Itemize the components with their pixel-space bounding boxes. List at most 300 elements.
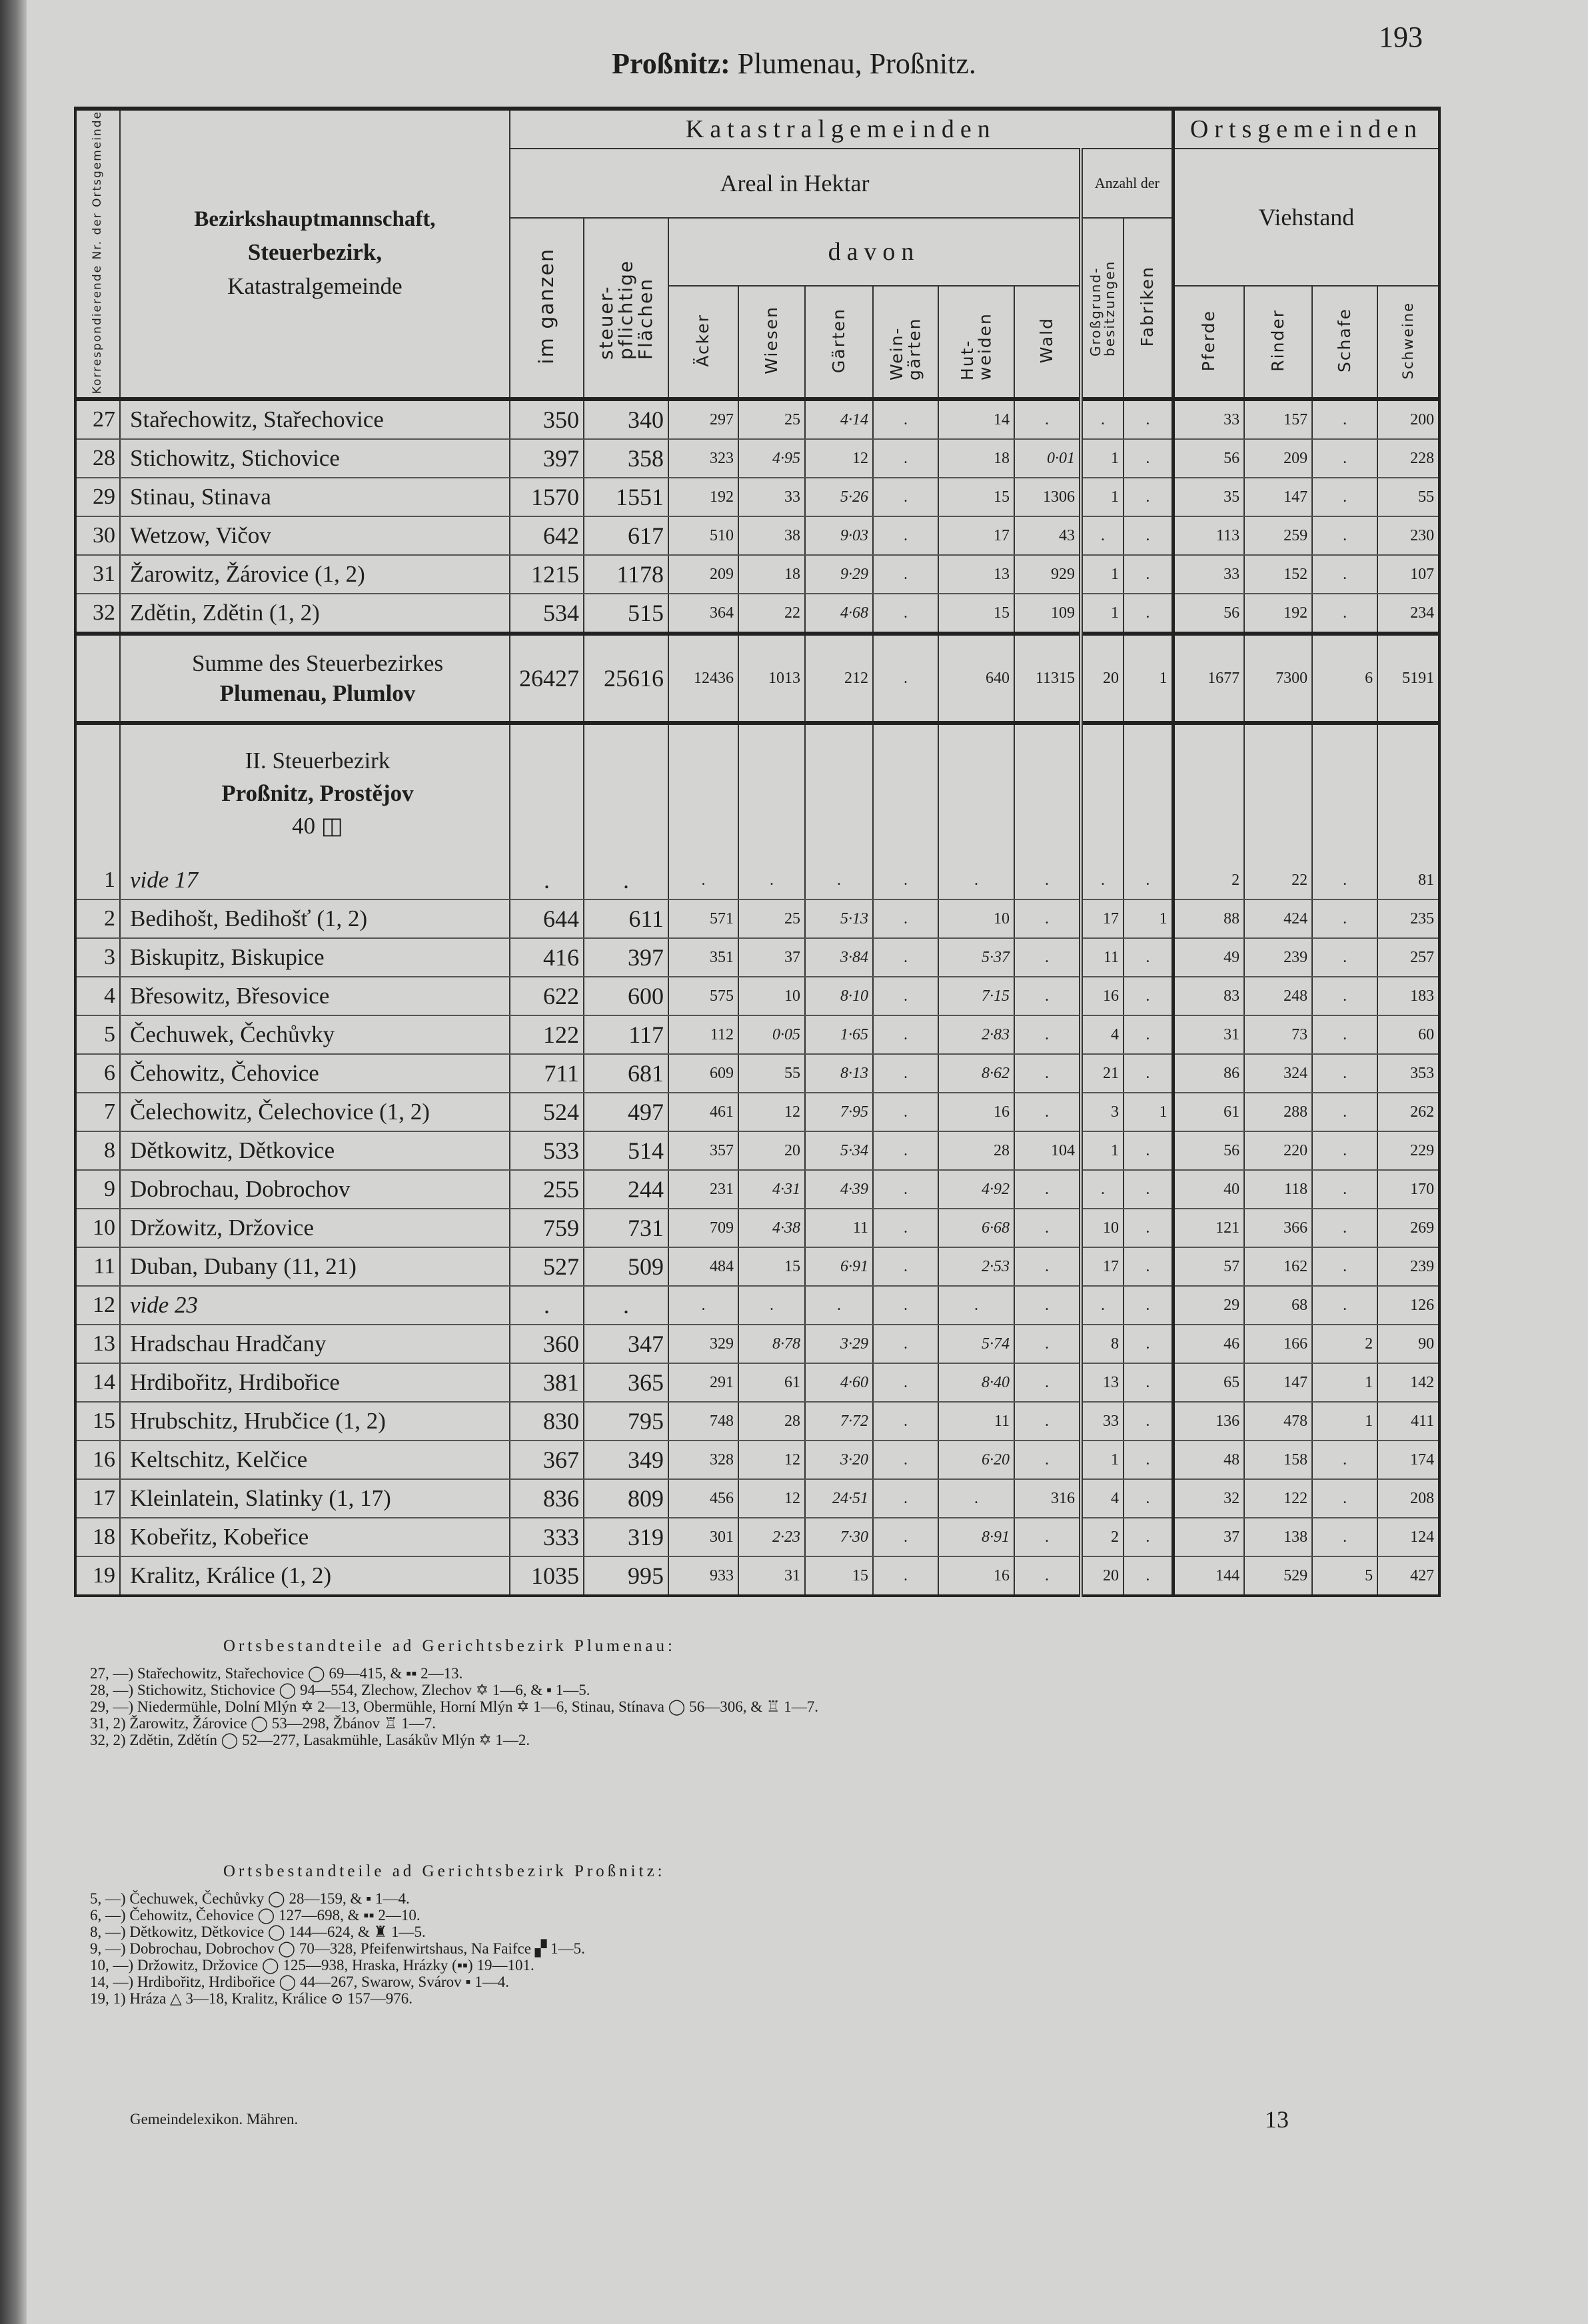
cell-schweine: 262	[1377, 1093, 1439, 1131]
cell-grossgrund: 1	[1081, 439, 1124, 478]
cell-hutweiden: 14	[938, 399, 1014, 439]
cell-im-ganzen: 367	[510, 1441, 584, 1479]
cell-steuerpflichtig: 1178	[584, 555, 668, 594]
cell-wald: 316	[1014, 1479, 1081, 1518]
cell-wiesen: .	[738, 1286, 805, 1325]
cell-garten: 15	[805, 1556, 873, 1596]
section-label-line1: II. Steuerbezirk	[245, 748, 391, 774]
header-garten: Gärten	[805, 286, 873, 399]
cell-wiesen: 10	[738, 977, 805, 1015]
cell-wald: 929	[1014, 555, 1081, 594]
cell-name: vide 17	[120, 862, 510, 899]
cell-im-ganzen: 1570	[510, 478, 584, 516]
cell-acker: 112	[668, 1015, 738, 1054]
cell-nr: 29	[75, 478, 120, 516]
header-viehstand: Viehstand	[1173, 149, 1439, 286]
cell-grossgrund: 8	[1081, 1325, 1124, 1363]
cell-garten: 4·60	[805, 1363, 873, 1402]
cell-grossgrund: 16	[1081, 977, 1124, 1015]
cell-wiesen: 55	[738, 1054, 805, 1093]
header-name-line1: Bezirkshauptmannschaft,	[194, 207, 436, 232]
table-row	[75, 1170, 1439, 1209]
cell-rinder: 162	[1244, 1247, 1312, 1286]
cell-rinder: 220	[1244, 1131, 1312, 1170]
cell-schweine: 228	[1377, 439, 1439, 478]
cell-schafe	[1312, 723, 1377, 862]
cell-wiesen: 31	[738, 1556, 805, 1596]
cell-steuerpflichtig: 397	[584, 938, 668, 977]
cell-grossgrund: 17	[1081, 899, 1124, 938]
note-line: 6, —) Čehowitz, Čehovice ◯ 127—698, & ▪▪ 2—10.	[90, 1907, 420, 1924]
cell-name: Bedihošt, Bedihošť (1, 2)	[120, 899, 510, 938]
header-schweine: Schweine	[1377, 286, 1439, 399]
cell-im-ganzen: 381	[510, 1363, 584, 1402]
header-weingarten: Wein-gärten	[873, 286, 938, 399]
cell-weingarten: .	[873, 399, 938, 439]
cell-garten: 1·65	[805, 1015, 873, 1054]
cell-garten: 8·10	[805, 977, 873, 1015]
cell-im-ganzen: 360	[510, 1325, 584, 1363]
cell-steuerpflichtig: 795	[584, 1402, 668, 1441]
cell-acker: 748	[668, 1402, 738, 1441]
section-label-line2: Proßnitz, Prostějov	[221, 780, 414, 807]
cell-acker: 192	[668, 478, 738, 516]
table-row	[75, 862, 1439, 899]
cell-schweine: 124	[1377, 1518, 1439, 1556]
header-davon: davon	[668, 218, 1081, 286]
note-line: 19, 1) Hráza △ 3—18, Kralitz, Králice ⊙ 157—976.	[90, 1990, 413, 2007]
cell-rinder: 147	[1244, 1363, 1312, 1402]
cell-steuerpflichtig: .	[584, 1286, 668, 1325]
cell-im-ganzen: 416	[510, 938, 584, 977]
cell-schafe: .	[1312, 1286, 1377, 1325]
cell-nr: 15	[75, 1402, 120, 1441]
cell-schafe: .	[1312, 1170, 1377, 1209]
cell-fabriken: 1	[1124, 899, 1173, 938]
cell-nr: 2	[75, 899, 120, 938]
cell-fabriken: 1	[1124, 1093, 1173, 1131]
cell-rinder: 138	[1244, 1518, 1312, 1556]
cell-steuerpflichtig: 995	[584, 1556, 668, 1596]
cell-garten: 8·13	[805, 1054, 873, 1093]
cell-steuerpflichtig: 340	[584, 399, 668, 439]
cell-hutweiden: 8·62	[938, 1054, 1014, 1093]
cell-steuerpflichtig: 319	[584, 1518, 668, 1556]
cell-acker: .	[668, 1286, 738, 1325]
cell-acker: 461	[668, 1093, 738, 1131]
cell-pferde: 32	[1173, 1479, 1244, 1518]
cell-wald: 104	[1014, 1131, 1081, 1170]
section-label-line3: 40 ◫	[292, 813, 343, 840]
cell-hutweiden: 5·37	[938, 938, 1014, 977]
page-edge-shadow	[0, 0, 27, 2324]
cell-garten: 212	[805, 634, 873, 723]
cell-pferde: 56	[1173, 594, 1244, 634]
note-line: 8, —) Dětkowitz, Dětkovice ◯ 144—624, & ♜ 1—5.	[90, 1924, 426, 1940]
cell-nr: 1	[75, 862, 120, 899]
header-name-line3: Katastralgemeinde	[227, 273, 402, 300]
cell-fabriken: .	[1124, 1131, 1173, 1170]
cell-hutweiden: 17	[938, 516, 1014, 555]
statistics-table	[74, 107, 1441, 1597]
cell-im-ganzen: 533	[510, 1131, 584, 1170]
cell-wald: .	[1014, 1054, 1081, 1093]
cell-im-ganzen: .	[510, 862, 584, 899]
notes-prossnitz-heading: Ortsbestandteile ad Gerichtsbezirk Proßnitz:	[223, 1862, 666, 1880]
cell-pferde: 56	[1173, 439, 1244, 478]
cell-weingarten: .	[873, 1325, 938, 1363]
cell-pferde: 46	[1173, 1325, 1244, 1363]
table-row	[75, 1518, 1439, 1556]
cell-wiesen: 61	[738, 1363, 805, 1402]
cell-rinder: 158	[1244, 1441, 1312, 1479]
cell-pferde: 35	[1173, 478, 1244, 516]
cell-wiesen: 25	[738, 399, 805, 439]
cell-steuerpflichtig: 681	[584, 1054, 668, 1093]
cell-wiesen: 1013	[738, 634, 805, 723]
table-body	[75, 399, 1439, 1596]
cell-name: Hradschau Hradčany	[120, 1325, 510, 1363]
note-line: 31, 2) Žarowitz, Žárovice ◯ 53—298, Žbánov ♖ 1—7.	[90, 1715, 436, 1732]
cell-pferde: 37	[1173, 1518, 1244, 1556]
header-im-ganzen: im ganzen	[510, 218, 584, 399]
cell-im-ganzen: 836	[510, 1479, 584, 1518]
cell-rinder: 22	[1244, 862, 1312, 899]
cell-schafe: 1	[1312, 1402, 1377, 1441]
cell-fabriken: .	[1124, 516, 1173, 555]
cell-nr: 7	[75, 1093, 120, 1131]
cell-schafe: .	[1312, 899, 1377, 938]
note-line: 10, —) Držowitz, Držovice ◯ 125—938, Hraska, Hrázky (▪▪) 19—101.	[90, 1957, 534, 1974]
cell-grossgrund: 1	[1081, 1131, 1124, 1170]
cell-fabriken: .	[1124, 938, 1173, 977]
cell-garten: 3·20	[805, 1441, 873, 1479]
cell-im-ganzen: 622	[510, 977, 584, 1015]
cell-schweine: 230	[1377, 516, 1439, 555]
cell-pferde: 33	[1173, 399, 1244, 439]
table-row	[75, 1131, 1439, 1170]
cell-wiesen: 37	[738, 938, 805, 977]
cell-rinder: 152	[1244, 555, 1312, 594]
cell-steuerpflichtig: 1551	[584, 478, 668, 516]
cell-weingarten: .	[873, 1209, 938, 1247]
cell-fabriken: .	[1124, 1209, 1173, 1247]
cell-rinder: 7300	[1244, 634, 1312, 723]
cell-fabriken: .	[1124, 1363, 1173, 1402]
cell-im-ganzen: 255	[510, 1170, 584, 1209]
cell-name: Keltschitz, Kelčice	[120, 1441, 510, 1479]
cell-garten: 4·14	[805, 399, 873, 439]
cell-nr	[75, 723, 120, 862]
cell-grossgrund: 17	[1081, 1247, 1124, 1286]
cell-name: Biskupitz, Biskupice	[120, 938, 510, 977]
cell-schweine	[1377, 723, 1439, 862]
cell-pferde	[1173, 723, 1244, 862]
cell-im-ganzen: 642	[510, 516, 584, 555]
cell-weingarten	[873, 723, 938, 862]
cell-grossgrund: 11	[1081, 938, 1124, 977]
cell-im-ganzen: 759	[510, 1209, 584, 1247]
cell-schafe: 1	[1312, 1363, 1377, 1402]
cell-fabriken: .	[1124, 1247, 1173, 1286]
cell-im-ganzen: 644	[510, 899, 584, 938]
cell-fabriken: .	[1124, 399, 1173, 439]
cell-wiesen: 4·38	[738, 1209, 805, 1247]
cell-garten: 7·95	[805, 1093, 873, 1131]
cell-schweine: 411	[1377, 1402, 1439, 1441]
header-fabriken: Fabriken	[1124, 218, 1173, 399]
cell-hutweiden: 13	[938, 555, 1014, 594]
cell-wald: .	[1014, 1286, 1081, 1325]
cell-rinder: 73	[1244, 1015, 1312, 1054]
cell-acker: 351	[668, 938, 738, 977]
cell-schafe: .	[1312, 439, 1377, 478]
cell-name: Držowitz, Držovice	[120, 1209, 510, 1247]
cell-schweine: 353	[1377, 1054, 1439, 1093]
cell-weingarten: .	[873, 1402, 938, 1441]
cell-nr: 32	[75, 594, 120, 634]
cell-fabriken: .	[1124, 1518, 1173, 1556]
page-number: 193	[1379, 21, 1423, 53]
cell-weingarten: .	[873, 1441, 938, 1479]
cell-wald: .	[1014, 938, 1081, 977]
cell-weingarten: .	[873, 634, 938, 723]
cell-wald: .	[1014, 1209, 1081, 1247]
cell-wiesen: 28	[738, 1402, 805, 1441]
cell-im-ganzen: 1035	[510, 1556, 584, 1596]
cell-pferde: 49	[1173, 938, 1244, 977]
cell-garten: 5·26	[805, 478, 873, 516]
cell-garten: 9·03	[805, 516, 873, 555]
cell-schweine: 126	[1377, 1286, 1439, 1325]
cell-name: Hrubschitz, Hrubčice (1, 2)	[120, 1402, 510, 1441]
cell-garten: 3·84	[805, 938, 873, 977]
cell-pferde: 61	[1173, 1093, 1244, 1131]
sum-row	[75, 634, 1439, 723]
cell-name: Kleinlatein, Slatinky (1, 17)	[120, 1479, 510, 1518]
cell-rinder: 239	[1244, 938, 1312, 977]
cell-name: Zdětin, Zdětin (1, 2)	[120, 594, 510, 634]
cell-steuerpflichtig: 358	[584, 439, 668, 478]
header-anzahl: Anzahl der	[1081, 149, 1173, 218]
cell-hutweiden: 16	[938, 1093, 1014, 1131]
cell-rinder: 529	[1244, 1556, 1312, 1596]
cell-wiesen: 8·78	[738, 1325, 805, 1363]
cell-im-ganzen: 534	[510, 594, 584, 634]
cell-wiesen: 12	[738, 1479, 805, 1518]
cell-pferde: 57	[1173, 1247, 1244, 1286]
cell-acker: .	[668, 862, 738, 899]
header-pferde: Pferde	[1173, 286, 1244, 399]
cell-pferde: 33	[1173, 555, 1244, 594]
cell-wiesen: 2·23	[738, 1518, 805, 1556]
cell-name: Dobrochau, Dobrochov	[120, 1170, 510, 1209]
cell-schweine: 269	[1377, 1209, 1439, 1247]
cell-garten	[805, 723, 873, 862]
header-hutweiden: Hut-weiden	[938, 286, 1014, 399]
sum-label-line1: Summe des Steuerbezirkes	[191, 650, 444, 676]
cell-nr: 10	[75, 1209, 120, 1247]
cell-schafe: .	[1312, 1247, 1377, 1286]
cell-pferde: 144	[1173, 1556, 1244, 1596]
cell-wald	[1014, 723, 1081, 862]
cell-wald: 109	[1014, 594, 1081, 634]
cell-weingarten: .	[873, 594, 938, 634]
cell-name: Žarowitz, Žárovice (1, 2)	[120, 555, 510, 594]
cell-fabriken: .	[1124, 977, 1173, 1015]
cell-schafe: .	[1312, 1054, 1377, 1093]
note-line: 5, —) Čechuwek, Čechůvky ◯ 28—159, & ▪ 1—4.	[90, 1890, 410, 1907]
cell-steuerpflichtig: 515	[584, 594, 668, 634]
cell-steuerpflichtig: 349	[584, 1441, 668, 1479]
cell-grossgrund: 1	[1081, 594, 1124, 634]
cell-weingarten: .	[873, 862, 938, 899]
cell-schafe: .	[1312, 478, 1377, 516]
footer-publication: Gemeindelexikon. Mähren.	[130, 2111, 299, 2127]
cell-nr: 27	[75, 399, 120, 439]
cell-name: Hrdibořitz, Hrdibořice	[120, 1363, 510, 1402]
cell-garten: 4·68	[805, 594, 873, 634]
cell-wiesen: 4·95	[738, 439, 805, 478]
cell-schweine: 81	[1377, 862, 1439, 899]
cell-grossgrund	[1081, 723, 1124, 862]
cell-wald: .	[1014, 1015, 1081, 1054]
cell-garten: 6·91	[805, 1247, 873, 1286]
cell-wald: .	[1014, 1556, 1081, 1596]
table-row	[75, 1054, 1439, 1093]
cell-pferde: 2	[1173, 862, 1244, 899]
cell-steuerpflichtig: 117	[584, 1015, 668, 1054]
table-row	[75, 478, 1439, 516]
cell-rinder: 122	[1244, 1479, 1312, 1518]
cell-nr: 16	[75, 1441, 120, 1479]
cell-wiesen: 33	[738, 478, 805, 516]
header-katastralgemeinden: Katastralgemeinden	[510, 109, 1173, 149]
cell-nr: 8	[75, 1131, 120, 1170]
table-row	[75, 516, 1439, 555]
header-name-line2: Steuerbezirk,	[247, 239, 383, 266]
cell-wiesen: 15	[738, 1247, 805, 1286]
cell-grossgrund: .	[1081, 1286, 1124, 1325]
cell-weingarten: .	[873, 1054, 938, 1093]
cell-grossgrund: 1	[1081, 1441, 1124, 1479]
cell-schweine: 107	[1377, 555, 1439, 594]
cell-fabriken: .	[1124, 555, 1173, 594]
cell-rinder: 209	[1244, 439, 1312, 478]
cell-fabriken: .	[1124, 1054, 1173, 1093]
cell-nr: 19	[75, 1556, 120, 1596]
cell-acker: 297	[668, 399, 738, 439]
cell-grossgrund: 1	[1081, 478, 1124, 516]
cell-hutweiden: .	[938, 862, 1014, 899]
cell-rinder: 288	[1244, 1093, 1312, 1131]
cell-acker: 328	[668, 1441, 738, 1479]
footer-sheet-number: 13	[1265, 2106, 1289, 2133]
cell-garten: 5·13	[805, 899, 873, 938]
notes-plumenau-heading: Ortsbestandteile ad Gerichtsbezirk Plumenau:	[223, 1637, 676, 1655]
cell-acker	[668, 723, 738, 862]
note-line: 32, 2) Zdětin, Zdětín ◯ 52—277, Lasakmühle, Lasákův Mlýn ✡ 1—2.	[90, 1732, 530, 1748]
notes-prossnitz	[90, 1863, 666, 2007]
cell-wiesen: 12	[738, 1441, 805, 1479]
cell-schweine: 239	[1377, 1247, 1439, 1286]
cell-acker: 510	[668, 516, 738, 555]
cell-im-ganzen: 122	[510, 1015, 584, 1054]
cell-schweine: 229	[1377, 1131, 1439, 1170]
cell-wald: .	[1014, 1363, 1081, 1402]
cell-acker: 357	[668, 1131, 738, 1170]
cell-weingarten: .	[873, 439, 938, 478]
cell-nr: 4	[75, 977, 120, 1015]
cell-wald: .	[1014, 977, 1081, 1015]
notes-plumenau	[90, 1638, 818, 1748]
table-row	[75, 1247, 1439, 1286]
cell-rinder	[1244, 723, 1312, 862]
cell-rinder: 147	[1244, 478, 1312, 516]
cell-garten: 7·30	[805, 1518, 873, 1556]
cell-name: Kralitz, Králice (1, 2)	[120, 1556, 510, 1596]
table-row	[75, 1402, 1439, 1441]
table-row	[75, 1209, 1439, 1247]
table-row	[75, 439, 1439, 478]
cell-hutweiden: 640	[938, 634, 1014, 723]
cell-acker: 571	[668, 899, 738, 938]
sum-label-line2: Plumenau, Plumlov	[219, 680, 416, 707]
cell-garten: 5·34	[805, 1131, 873, 1170]
cell-schafe: .	[1312, 1518, 1377, 1556]
cell-schafe: .	[1312, 977, 1377, 1015]
cell-im-ganzen: 524	[510, 1093, 584, 1131]
cell-im-ganzen: 830	[510, 1402, 584, 1441]
cell-acker: 709	[668, 1209, 738, 1247]
header-ortsgemeinden: Ortsgemeinden	[1173, 109, 1439, 149]
cell-im-ganzen: 1215	[510, 555, 584, 594]
cell-grossgrund: .	[1081, 516, 1124, 555]
cell-pferde: 83	[1173, 977, 1244, 1015]
cell-nr: 3	[75, 938, 120, 977]
cell-wiesen: 12	[738, 1093, 805, 1131]
cell-nr: 13	[75, 1325, 120, 1363]
note-line: 29, —) Niedermühle, Dolní Mlýn ✡ 2—13, Obermühle, Horní Mlýn ✡ 1—6, Stinau, Stínava ◯ 56—306, & ♖ 1—7.	[90, 1698, 818, 1715]
cell-im-ganzen: .	[510, 1286, 584, 1325]
cell-weingarten: .	[873, 1093, 938, 1131]
cell-grossgrund: .	[1081, 862, 1124, 899]
cell-grossgrund: 4	[1081, 1015, 1124, 1054]
cell-hutweiden: 18	[938, 439, 1014, 478]
cell-hutweiden: .	[938, 1286, 1014, 1325]
cell-rinder: 424	[1244, 899, 1312, 938]
cell-steuerpflichtig: 617	[584, 516, 668, 555]
cell-garten: 4·39	[805, 1170, 873, 1209]
cell-schafe: 2	[1312, 1325, 1377, 1363]
cell-name: Dětkowitz, Dětkovice	[120, 1131, 510, 1170]
cell-name: Břesowitz, Břesovice	[120, 977, 510, 1015]
cell-wald: .	[1014, 1518, 1081, 1556]
cell-weingarten: .	[873, 977, 938, 1015]
cell-schafe: .	[1312, 1015, 1377, 1054]
header-steuerpflichtig: steuer-pflichtige Flächen	[584, 218, 668, 399]
table-row	[75, 555, 1439, 594]
cell-schafe: .	[1312, 1093, 1377, 1131]
cell-schweine: 183	[1377, 977, 1439, 1015]
cell-steuerpflichtig: 809	[584, 1479, 668, 1518]
cell-weingarten: .	[873, 1247, 938, 1286]
cell-weingarten: .	[873, 1518, 938, 1556]
cell-hutweiden: .	[938, 1479, 1014, 1518]
cell-wald: .	[1014, 1441, 1081, 1479]
cell-fabriken: .	[1124, 1286, 1173, 1325]
cell-schweine: 208	[1377, 1479, 1439, 1518]
